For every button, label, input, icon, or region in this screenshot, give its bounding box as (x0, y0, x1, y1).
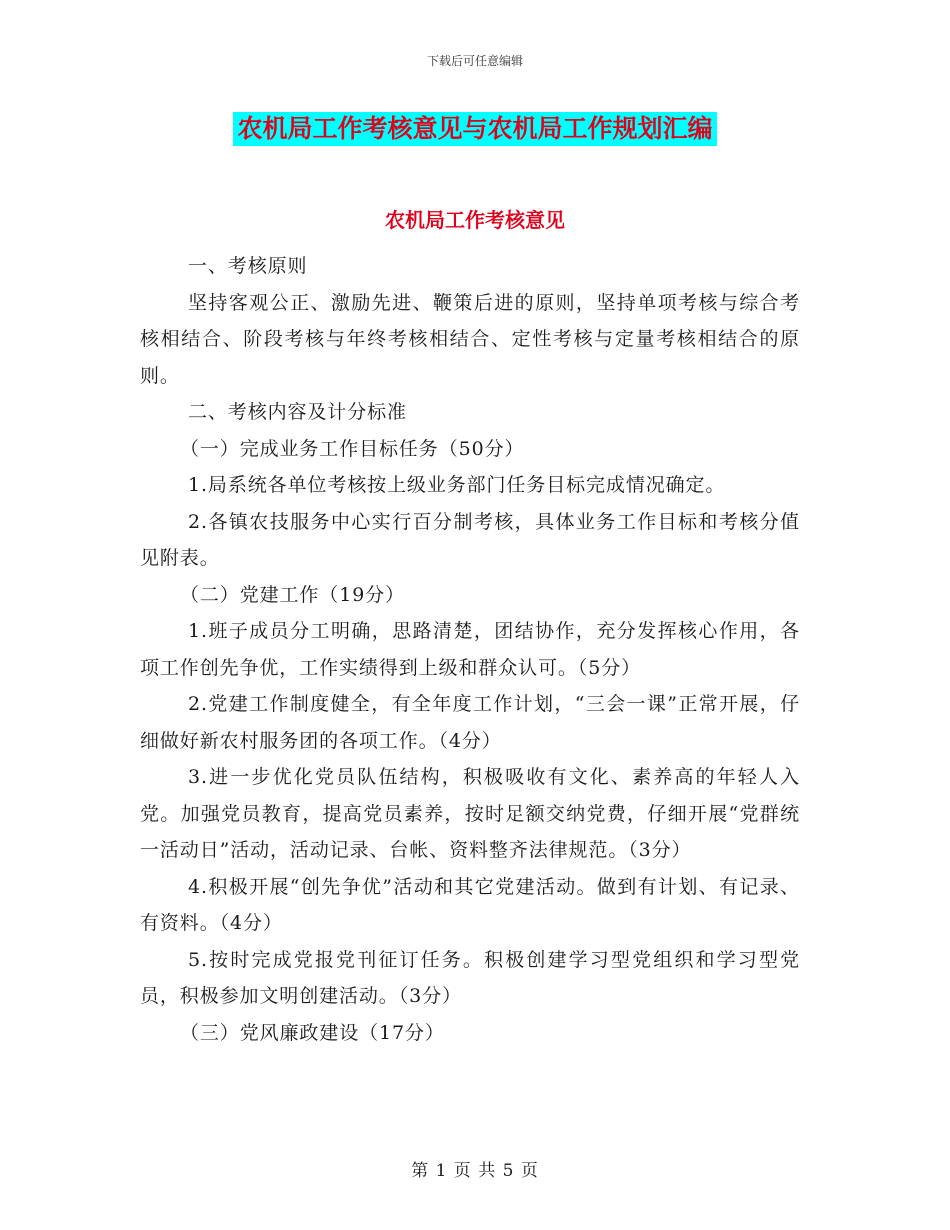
subheading-party-building: （二）党建工作（19分） (180, 583, 405, 606)
heading-content-scoring: 二、考核内容及计分标准 (188, 401, 407, 423)
paragraph-item: 3.进一步优化党员队伍结构，积极吸收有文化、素养高的年轻人入党。加强党员教育，提高党员素养，按时足额交纳党费，仔细开展“党群统一活动日”活动，活动记录、台帐、资料整齐法律规范。（3分） (140, 766, 800, 861)
subheading-integrity: （三）党风廉政建设（17分） (180, 1021, 445, 1044)
page-number-footer: 第 1 页 共 5 页 (411, 1161, 539, 1181)
paragraph-principles: 坚持客观公正、激励先进、鞭策后进的原则，坚持单项考核与综合考核相结合、阶段考核与年终考核相结合、定性考核与定量考核相结合的原则。 (140, 291, 800, 387)
paragraph-item: 1.班子成员分工明确，思路清楚，团结协作，充分发挥核心作用，各项工作创先争优，工作实绩得到上级和群众认可。（5分） (140, 620, 800, 679)
paragraph-item: 1.局系统各单位考核按上级业务部门任务目标完成情况确定。 (188, 474, 726, 496)
paragraph-item: 2.党建工作制度健全，有全年度工作计划，“三会一课”正常开展，仔细做好新农村服务团的各项工作。（4分） (140, 693, 800, 752)
main-title (0, 112, 950, 146)
paragraph-item: 4.积极开展“创先争优”活动和其它党建活动。做到有计划、有记录、有资料。（4分） (140, 875, 800, 934)
document-body (140, 248, 800, 1051)
heading-principles: 一、考核原则 (188, 255, 308, 277)
paragraph-item: 5.按时完成党报党刊征订任务。积极创建学习型党组织和学习型党员，积极参加文明创建活动。（3分） (140, 948, 800, 1007)
header-note: 下载后可任意编辑 (426, 54, 523, 68)
paragraph-item: 2.各镇农技服务中心实行百分制考核，具体业务工作目标和考核分值见附表。 (140, 510, 800, 569)
subheading-business-targets: （一）完成业务工作目标任务（50分） (180, 437, 525, 460)
section-title: 农机局工作考核意见 (385, 208, 565, 232)
main-title-text: 农机局工作考核意见与农机局工作规划汇编 (233, 112, 716, 146)
